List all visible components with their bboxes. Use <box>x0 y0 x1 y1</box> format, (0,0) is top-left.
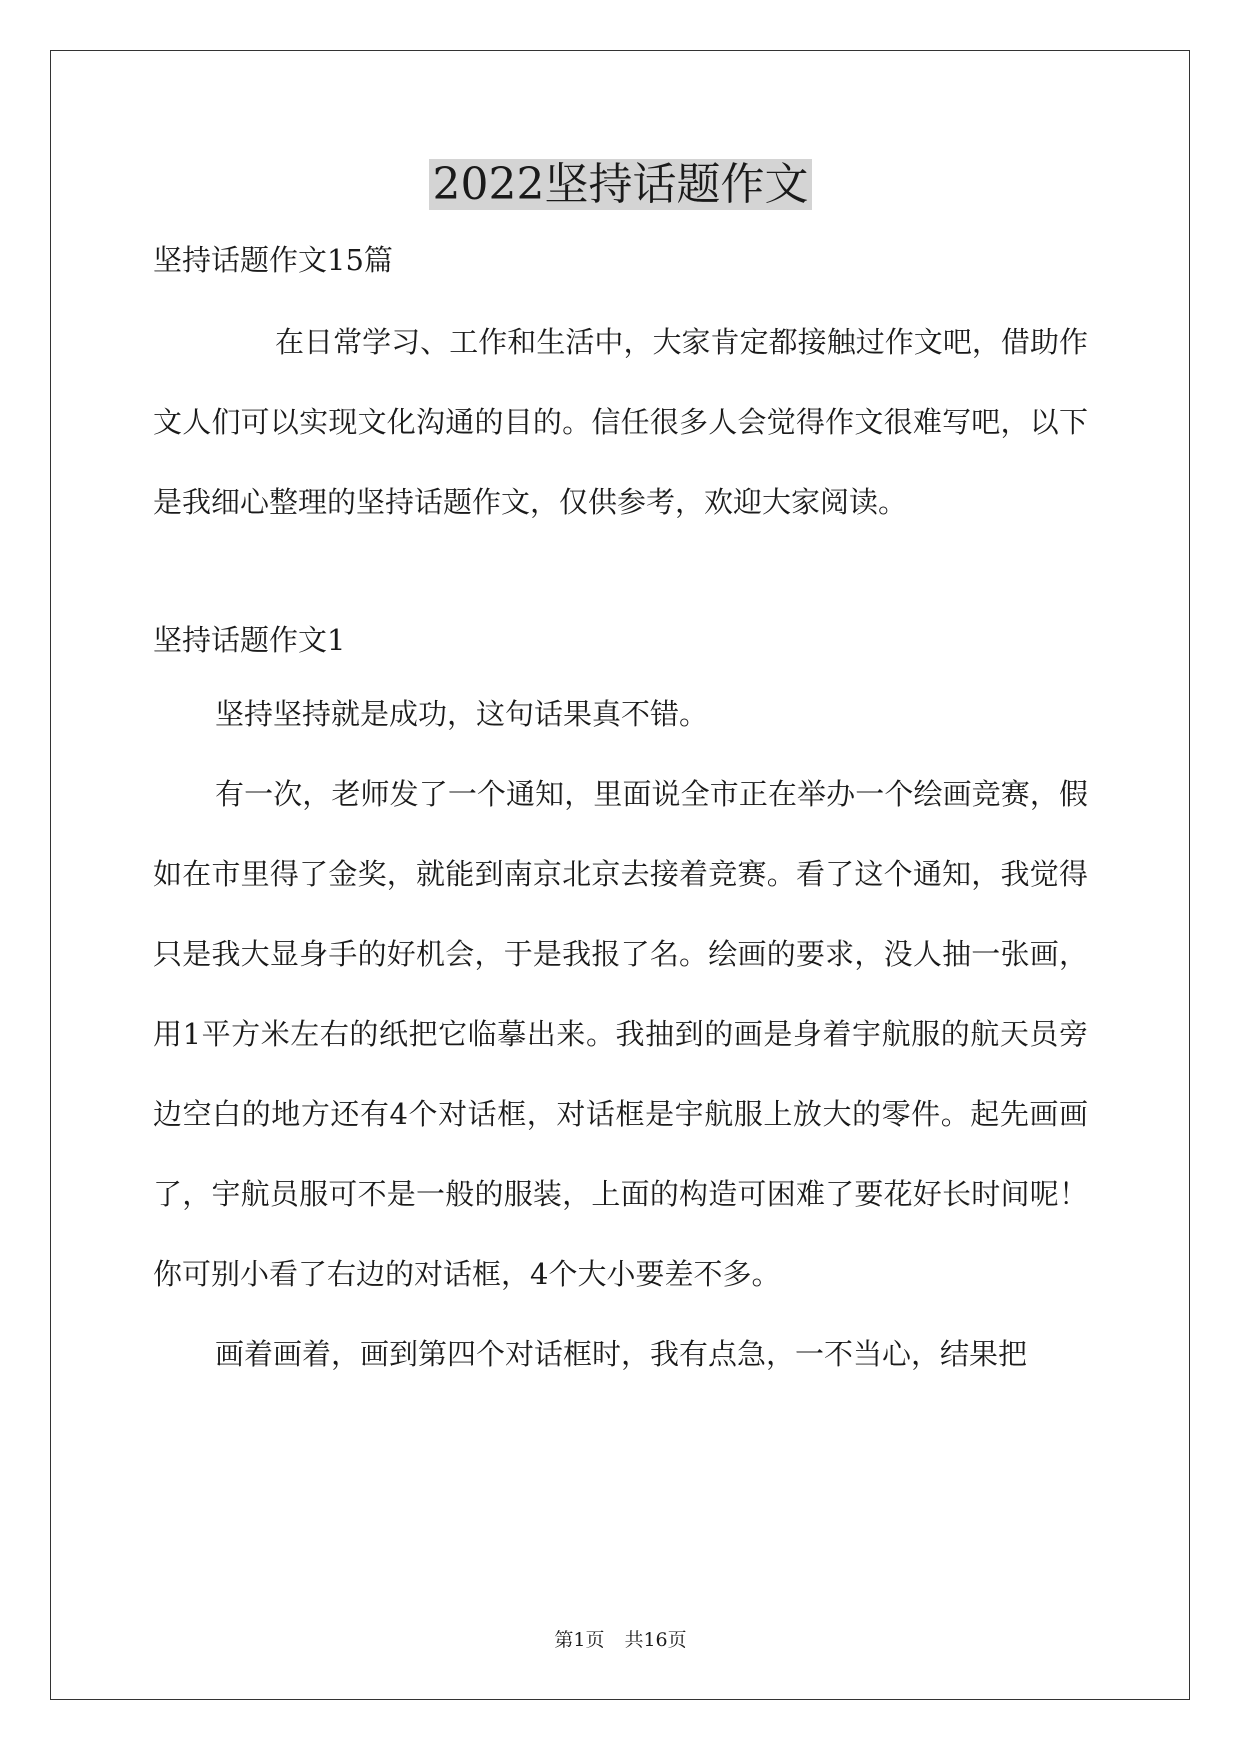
page-total: 共16页 <box>624 1629 687 1651</box>
document-title <box>0 155 1241 215</box>
body-paragraph: 坚持坚持就是成功，这句话果真不错。 <box>215 697 709 731</box>
document-subtitle: 坚持话题作文15篇 <box>153 243 393 277</box>
section-spacer <box>153 542 1088 610</box>
document-title-text: 2022坚持话题作文 <box>429 159 813 210</box>
body-paragraph: 画着画着，画到第四个对话框时，我有点急，一不当心，结果把 <box>215 1337 1028 1371</box>
body-paragraph: 有一次，老师发了一个通知，里面说全市正在举办一个绘画竞赛，假如在市里得了金奖，就能到南京北京去接着竞赛。看了这个通知，我觉得只是我大显身手的好机会，于是我报了名。绘画的要求，没人抽一张画，用1平方米左右的纸把它临摹出来。我抽到的画是身着宇航服的航天员旁边空白的地方还有4个对话框，对话框是宇航服上放大的零件。起先画画了，宇航员服可不是一般的服装，上面的构造可困难了要花好长时间呢！你可别小看了右边的对话框，4个大小要差不多。 <box>153 777 1088 1291</box>
document-body <box>153 230 1088 1394</box>
intro-paragraph: 在日常学习、工作和生活中，大家肯定都接触过作文吧，借助作文人们可以实现文化沟通的目的。信任很多人会觉得作文很难写吧，以下是我细心整理的坚持话题作文，仅供参考，欢迎大家阅读。 <box>153 325 1088 519</box>
section-heading: 坚持话题作文1 <box>153 623 346 657</box>
page-number: 第1页 <box>554 1629 605 1651</box>
page-footer <box>0 1625 1241 1655</box>
